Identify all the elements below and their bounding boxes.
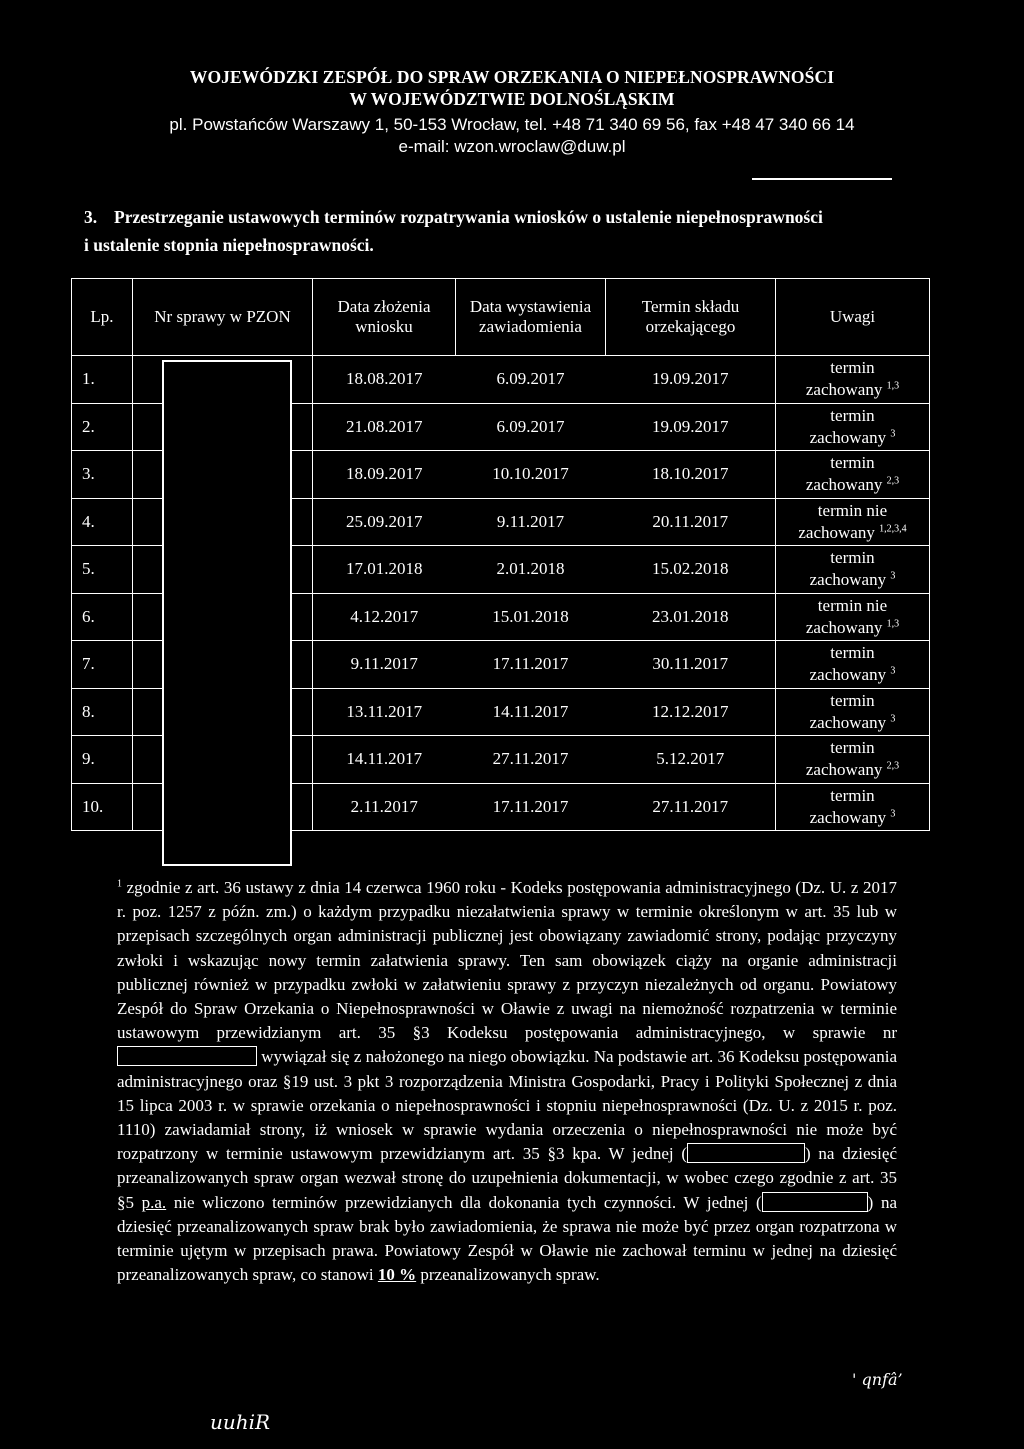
uwagi-text: zachowany [805,617,883,637]
uwagi-line2 [776,379,929,401]
header-rule [752,178,892,180]
cell-uwagi [776,498,930,546]
uwagi-line2 [776,712,929,734]
uwagi-line2 [776,569,929,591]
cell-termin: 5.12.2017 [606,736,776,784]
cell-zlozenie: 25.09.2017 [313,498,456,546]
uwagi-footnote-ref: 2,3 [886,760,900,772]
uwagi-line1: termin [830,548,875,568]
uwagi-footnote-ref: 3 [890,428,896,440]
col-header-lp: Lp. [72,279,133,356]
col-header-zlozenie: Data złożenia wniosku [313,279,456,356]
cell-lp: 7. [72,641,133,689]
redaction-box-count-1 [687,1143,805,1163]
signature-right: ' qnfâ’ [852,1370,903,1389]
cell-wystawienie: 27.11.2017 [456,736,606,784]
uwagi-line2 [776,474,929,496]
uwagi-line2 [776,617,929,639]
header-address: pl. Powstańców Warszawy 1, 50-153 Wrocław, tel. +48 71 340 69 56, fax +48 47 340 66 14 [169,115,855,134]
cell-termin: 15.02.2018 [606,546,776,594]
footnote-text-2: wywiązał się z nałożonego na niego obowiązku. Na podstawie art. 36 Kodeksu postępowania administracyjnego oraz §19 ust. 3 pkt 3 rozporządzenia Ministra Gospodarki, Pracy i Polityki Społecznej z dnia 15 lipca 2003 r. w sprawie orzekania o niepełnosprawności i stopniu niepełnosprawności (Dz. U. z 2015 r. poz. 1110) zawiadamiał strony, iż wniosek w sprawie wydania orzeczenia o niepełnosprawności nie może być rozpatrzony w terminie ustawowym przewidzianym art. 35 §3 kpa. W jednej ( [117,1047,897,1164]
cell-wystawienie: 6.09.2017 [456,403,606,451]
cell-termin: 19.09.2017 [606,403,776,451]
cell-wystawienie: 17.11.2017 [456,641,606,689]
cell-termin: 19.09.2017 [606,356,776,404]
uwagi-line1: termin [830,690,875,710]
uwagi-line2 [776,427,929,449]
cell-wystawienie: 9.11.2017 [456,498,606,546]
uwagi-footnote-ref: 3 [890,665,896,677]
cell-lp: 9. [72,736,133,784]
cell-zlozenie: 9.11.2017 [313,641,456,689]
cell-zlozenie: 14.11.2017 [313,736,456,784]
footnote-percentage: 10 % [377,1265,417,1285]
cell-zlozenie: 4.12.2017 [313,593,456,641]
footnote-text-4: p.a. [141,1192,167,1212]
cell-lp: 4. [72,498,133,546]
cell-zlozenie: 2.11.2017 [313,783,456,831]
cell-zlozenie: 17.01.2018 [313,546,456,594]
footnote-mark: 1 [117,878,122,890]
cell-zlozenie: 18.09.2017 [313,451,456,499]
cell-zlozenie: 21.08.2017 [313,403,456,451]
footnote-text-5: nie wliczono terminów przewidzianych dla dokonania tych czynności. W jednej ( [173,1192,762,1212]
section-number: 3. [84,207,98,227]
cell-wystawienie: 10.10.2017 [456,451,606,499]
section-text-2: i ustalenie stopnia niepełnosprawności. [84,235,374,255]
cell-wystawienie: 17.11.2017 [456,783,606,831]
uwagi-text: zachowany [809,665,887,685]
cell-uwagi [776,641,930,689]
cell-termin: 18.10.2017 [606,451,776,499]
cell-zlozenie: 18.08.2017 [313,356,456,404]
uwagi-line1: termin nie [817,500,888,520]
col-header-termin: Termin składu orzekającego [606,279,776,356]
redaction-box-count-2 [762,1192,868,1212]
redaction-box-case-numbers [162,360,292,866]
cell-lp: 8. [72,688,133,736]
uwagi-footnote-ref: 2,3 [886,475,900,487]
cell-lp: 3. [72,451,133,499]
col-header-uwagi: Uwagi [776,279,930,356]
cell-lp: 5. [72,546,133,594]
uwagi-line1: termin [830,358,875,378]
cell-uwagi [776,688,930,736]
cell-uwagi [776,736,930,784]
cell-uwagi [776,546,930,594]
uwagi-line1: termin [830,453,875,473]
header-title-line1: WOJEWÓDZKI ZESPÓŁ DO SPRAW ORZEKANIA O NIEPEŁNOSPRAWNOŚCI [189,67,835,87]
col-header-nr: Nr sprawy w PZON [133,279,313,356]
uwagi-text: zachowany [805,475,883,495]
cell-termin: 27.11.2017 [606,783,776,831]
section-heading [84,203,904,259]
uwagi-line2 [776,664,929,686]
section-text-1: Przestrzeganie ustawowych terminów rozpatrywania wniosków o ustalenie niepełnosprawności [114,207,823,227]
uwagi-line1: termin nie [817,595,888,615]
cell-termin: 23.01.2018 [606,593,776,641]
cell-lp: 6. [72,593,133,641]
uwagi-footnote-ref: 3 [890,570,896,582]
cell-wystawienie: 6.09.2017 [456,356,606,404]
uwagi-footnote-ref: 3 [890,808,896,820]
footnote-text-7: przeanalizowanych spraw. [420,1265,600,1285]
signature-left: uuhiR [210,1410,271,1434]
table-header-row [72,279,930,356]
cell-zlozenie: 13.11.2017 [313,688,456,736]
uwagi-text: zachowany [809,807,887,827]
uwagi-text: zachowany [809,712,887,732]
redaction-box-case-no [117,1046,257,1066]
cell-lp: 1. [72,356,133,404]
uwagi-text: zachowany [798,522,875,542]
uwagi-line2 [776,807,929,829]
col-header-wystawienie: Data wystawienia zawiadomienia [456,279,606,356]
uwagi-footnote-ref: 3 [890,713,896,725]
cell-termin: 30.11.2017 [606,641,776,689]
footnote-text-6: ) na dziesięć przeanalizowanych spraw brak było zawiadomienia, że sprawa nie może być przez organ rozpatrzona w terminie ujętym w przepisach prawa. Powiatowy Zespół w Oławie nie zachował terminu w jednej na dziesięć przeanalizowanych spraw, co stanowi [117,1192,898,1285]
cell-wystawienie: 2.01.2018 [456,546,606,594]
header-email: e-mail: wzon.wroclaw@duw.pl [398,137,626,156]
uwagi-footnote-ref: 1,3 [886,380,900,392]
uwagi-line2 [776,522,929,544]
footnote [117,876,897,1287]
cell-termin: 20.11.2017 [606,498,776,546]
uwagi-footnote-ref: 1,3 [886,618,900,630]
cell-wystawienie: 14.11.2017 [456,688,606,736]
uwagi-text: zachowany [809,570,887,590]
uwagi-text: zachowany [809,427,887,447]
cell-lp: 2. [72,403,133,451]
uwagi-line1: termin [830,643,875,663]
uwagi-line1: termin [830,785,875,805]
uwagi-footnote-ref: 1,2,3,4 [879,523,907,535]
cell-uwagi [776,451,930,499]
cell-lp: 10. [72,783,133,831]
cell-uwagi [776,783,930,831]
cell-termin: 12.12.2017 [606,688,776,736]
cell-wystawienie: 15.01.2018 [456,593,606,641]
cell-uwagi [776,356,930,404]
footnote-text-3: ) na dziesięć przeanalizowanych spraw organ wezwał stronę do uzupełnienia dokumentacji, w wobec czego zgodnie z art. 35 §5 [117,1144,897,1212]
uwagi-line1: termin [830,405,875,425]
uwagi-line1: termin [830,738,875,758]
header-title-line2: W WOJEWÓDZTWIE DOLNOŚLĄSKIM [349,89,675,109]
footnote-text-1: zgodnie z art. 36 ustawy z dnia 14 czerwca 1960 roku - Kodeks postępowania administracyjnego (Dz. U. z 2017 r. poz. 1257 z późn. zm.) o każdym przypadku niezałatwienia sprawy w terminie określonym w art. 35 lub w przepisach szczególnych organ administracji publicznej jest obowiązany zawiadomić strony, podając przyczyny zwłoki i wskazując nowy termin załatwienia sprawy. Ten sam obowiązek ciąży na organie administracji publicznej również w przypadku zwłoki w załatwieniu sprawy z przyczyn niezależnych od organu. Powiatowy Zespół do Spraw Orzekania o Niepełnosprawności w Oławie z uwagi na niemożność rozpatrzenia w terminie ustawowym przewidzianym art. 35 §3 Kodeksu postępowania administracyjnego, w sprawie nr [117,878,898,1043]
uwagi-text: zachowany [805,380,883,400]
uwagi-line2 [776,759,929,781]
cell-uwagi [776,403,930,451]
cell-uwagi [776,593,930,641]
uwagi-text: zachowany [805,760,883,780]
